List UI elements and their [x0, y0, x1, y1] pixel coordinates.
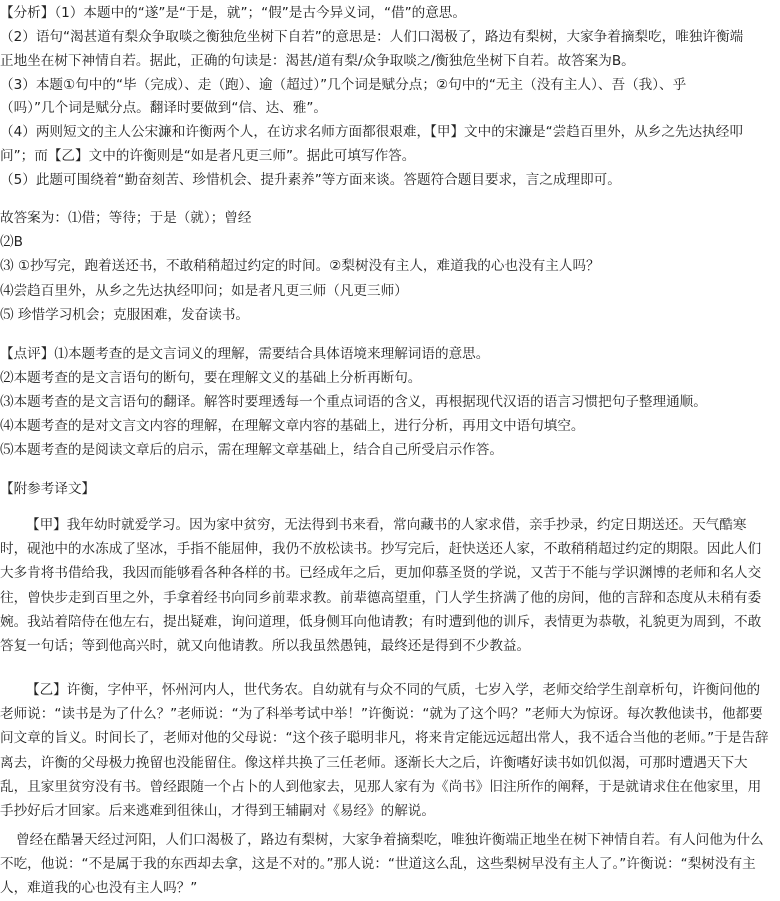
comment-line-5: ⑸本题考查的是阅读文章后的启示，需在理解文章基础上，结合自己所受启示作答。: [0, 442, 503, 458]
answer-line-3: ⑶ ①抄写完，跑着送还书，不敢稍稍超过约定的时间。②梨树没有主人，难道我的心也没有主人吗？: [0, 258, 600, 274]
comment-line-2: ⑵本题考查的是文言语句的断句，要在理解文义的基础上分析再断句。: [0, 370, 422, 386]
answer-line-2: ⑵B: [0, 234, 23, 250]
comment-line-1: 【点评】⑴本题考查的是文言词义的理解，需要结合具体语境来理解词语的意思。: [0, 346, 490, 362]
analysis-line-7: 问”；而【乙】文中的许衡则是“如是者凡更三师”。据此可填写作答。: [0, 148, 416, 164]
translation-heading: 【附参考译文】: [0, 481, 96, 497]
analysis-line-5: （吗）”几个词是赋分点。翻译时要做到“信、达、雅”。: [0, 100, 327, 116]
translation-jia-paragraph: 【甲】我年幼时就爱学习。因为家中贫穷，无法得到书来看，常向藏书的人家求借，亲手抄录，约定日期送还。天气酷寒时，砚池中的水冻成了坚冰，手指不能屈伸，我仍不放松读书。抄写完后，赶快送还人家，不敢稍稍超过约定的期限。因此人们大多肯将书借给我，我因而能够看各种各样的书。已经成年之后，更加仰慕圣贤的学说，又苦于不能与学识渊博的老师和名人交往，曾快步走到百里之外，手拿着经书向同乡前辈求教。前辈德高望重，门人学生挤满了他的房间，他的言辞和态度从未稍有委婉。我站着陪侍在他左右，提出疑难，询问道理，低身侧耳向他请教；有时遭到他的训斥，表情更为恭敬，礼貌更为周到，不敢答复一句话；等到他高兴时，就又向他请教。所以我虽然愚钝，最终还是得到不少教益。: [0, 517, 762, 655]
analysis-line-3: 正地坐在树下神情自若。据此，正确的句读是：渴甚/道有梨/众争取啖之/衡独危坐树下自若。故答案为B。: [0, 53, 635, 69]
answer-line-1: 故答案为：⑴借；等待；于是（就）；曾经: [0, 210, 252, 226]
comment-line-4: ⑷本题考查的是对文言文内容的理解，在理解文章内容的基础上，进行分析，再用文中语句填空。: [0, 418, 585, 434]
analysis-line-8: （5）此题可围绕着“勤奋刻苦、珍惜机会、提升素养”等方面来谈。答题符合题目要求，言之成理即可。: [0, 172, 621, 188]
comment-line-3: ⑶本题考查的是文言语句的翻译。解答时要理透每一个重点词语的含义，再根据现代汉语的语言习惯把句子整理通顺。: [0, 394, 707, 410]
analysis-line-4: （3）本题①句中的“毕（完成）、走（跑）、逾（超过）”几个词是赋分点；②句中的“无主（没有主人）、吾（我）、乎: [0, 77, 687, 93]
answer-line-4: ⑷尝趋百里外，从乡之先达执经叩问；如是者凡更三师（凡更三师）: [0, 283, 408, 299]
analysis-line-6: （4）两则短文的主人公宋濂和许衡两个人，在访求名师方面都很艰难，【甲】文中的宋濂是“尝趋百里外，从乡之先达执经叩: [0, 124, 743, 140]
translation-yi-paragraph: 【乙】许衡，字仲平，怀州河内人，世代务农。自幼就有与众不同的气质，七岁入学，老师交给学生剖章析句，许衡问他的老师说：“读书是为了什么？”老师说：“为了科举考试中举！”许衡说：“就为了这个吗？”老师大为惊讶。每次教他读书，他都要问文章的旨义。时间长了，老师对他的父母说：“这个孩子聪明非凡，将来肯定能远远超出常人，我不适合当他的老师。”于是告辞离去，许衡的父母极力挽留也没能留住。像这样共换了三任老师。逐渐长大之后，许衡嗜好读书如饥似渴，可那时遭遇天下大乱，且家里贫穷没有书。曾经跟随一个占卜的人到他家去，见那人家有为《尚书》旧注所作的阐释，于是就请求住在他家里，用手抄好后才回家。后来逃难到徂徕山，才得到王辅嗣对《易经》的解说。: [0, 682, 769, 820]
answer-line-5: ⑸ 珍惜学习机会；克服困难，发奋读书。: [0, 307, 250, 323]
analysis-line-2: （2）语句“渴甚道有梨众争取啖之衡独危坐树下自若”的意思是：人们口渴极了，路边有梨树，大家争着摘梨吃，唯独许衡端: [0, 29, 744, 45]
analysis-line-1: 【分析】（1）本题中的“遂”是“于是，就”；“假”是古今异义词，“借”的意思。: [0, 5, 466, 21]
translation-final-paragraph: 曾经在酷暑天经过河阳，人们口渴极了，路边有梨树，大家争着摘梨吃，唯独许衡端正地坐在树下神情自若。有人问他为什么不吃，他说：“不是属于我的东西却去拿，这是不对的。”那人说：“世道这么乱，这些梨树早没有主人了。”许衡说：“梨树没有主人，难道我的心也没有主人吗？”: [0, 832, 764, 897]
